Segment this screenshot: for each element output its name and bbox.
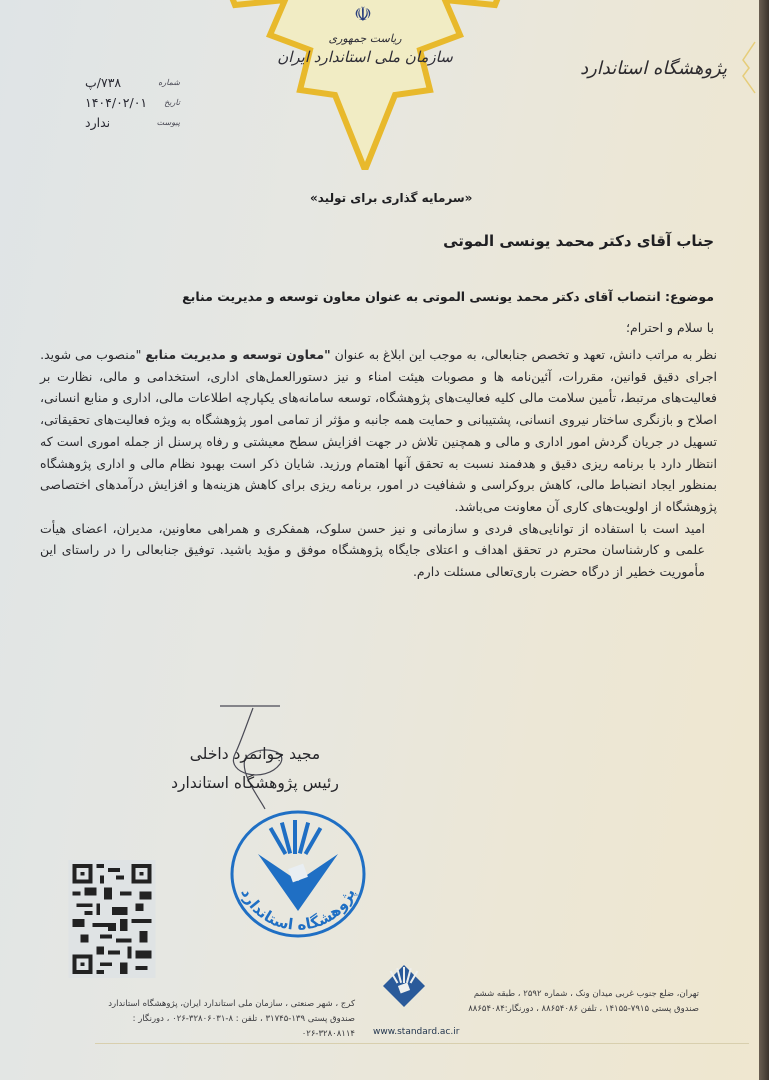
institute-stamp-icon (218, 806, 378, 941)
organization-name: سازمان ملی استاندارد ایران (277, 48, 453, 66)
signatory-title: رئیس پژوهشگاه استاندارد (171, 774, 339, 792)
letter-number: ۷۳۸/پ (85, 74, 122, 90)
date-label: تاریخ (164, 97, 180, 107)
signatory-name: مجید جوانمرد داخلی (189, 745, 321, 763)
institute-logo-icon (379, 960, 429, 1010)
subject-line: موضوع: انتصاب آقای دکتر محمد یونسی الموتی به عنوان معاون توسعه و مدیریت منابع (182, 289, 714, 304)
position-title: "معاون توسعه و مدیریت منابع (145, 347, 331, 362)
karaj-address: کرج ، شهر صنعتی ، سازمان ملی استاندارد ایران، پژوهشگاه استاندارد صندوق پستی ۱۳۹-۳۱۷۴۵ ، تلفن : ۸-۳۲۸۰۶۰۳۱-۰۲۶ ، دورنگار : ۳۲۸۰۸۱۱۴-۰۲۶ (108, 999, 355, 1039)
qr-code-icon[interactable] (68, 860, 156, 978)
letter-footer (95, 985, 729, 1045)
letter-date: ۱۴۰۴/۰۲/۰۱ (85, 94, 148, 110)
iran-emblem-icon: ☫ (354, 2, 372, 26)
addressee: جناب آقای دکتر محمد یونسی الموتی (443, 232, 714, 250)
svg-text:پژوهشگاه استاندارد: پژوهشگاه استاندارد (237, 885, 359, 934)
institute-name: پژوهشگاه استاندارد (580, 58, 727, 79)
signature-block (150, 740, 360, 798)
attachment-label: پیوست (156, 117, 180, 127)
tehran-address: تهران، ضلع جنوب غربی میدان ونک ، شماره ۲۵۹۲ ، طبقه ششم صندوق پستی ۷۹۱۵-۱۴۱۵۵ ، تلفن ۸۸۶۵۴۰۸۶ ، دورنگار:۸۸۶۵۴۰۸۴ (468, 989, 699, 1014)
letterhead-emblem (215, 0, 515, 170)
footer-divider (95, 1043, 749, 1044)
number-label: شماره (158, 77, 180, 87)
body-paragraph-3: امید است با استفاده از توانایی‌های فردی و سازمانی و نیز حسن سلوک، همفکری و همراهی معاونین، مدیران، اعضای هیأت علمی و کارشناسان محترم در تحقق اهداف و اعتلای جایگاه پژوهشگاه موفق و مؤید باشید. توفیق جنابعالی را در راستای این مأموریت خطیر از درگاه حضرت باری‌تعالی مسئلت دارم. (40, 520, 705, 580)
greeting: با سلام و احترام؛ (626, 320, 714, 335)
attachment-value: ندارد (85, 114, 111, 130)
body-paragraph-1: نظر به مراتب دانش، تعهد و تخصص جنابعالی، به موجب این ابلاغ به عنوان "معاون توسعه و مدیریت منابع "منصوب می شوید. (40, 347, 717, 362)
corner-ornament-icon (739, 40, 757, 95)
letter-body (40, 344, 717, 583)
slogan: «سرمایه گذاری برای تولید» (310, 191, 473, 205)
presidency-label: ریاست جمهوری (328, 32, 402, 45)
website-link[interactable]: www.standard.ac.ir (373, 1027, 460, 1037)
letter-meta (85, 72, 180, 132)
body-paragraph-2: اجرای دقیق قوانین، مقررات، آئین‌نامه ها و مصوبات هیئت امناء و نیز دستورالعمل‌های اداری، استخدامی و مالی، نظارت بر فعالیت‌های مرتبط، تأمین سلامت مالی کلیه فعالیت‌های پژوهشگاه، توسعه سامانه‌های یکپارچه اطلاعات مالی، اداری و منابع انسانی، اصلاح و بازنگری ساختار نیروی انسانی، پشتیبانی و حمایت همه جانبه و مؤثر از تمامی امور پژوهشگاه به ویژه فعالیت‌های تحقیقاتی، تسهیل در جریان گردش امور اداری و مالی و همچنین تلاش در جهت افزایش سطح معیشتی و رفاه پرسنل از جمله اموری است که انتظار دارد با برنامه ریزی دقیق و هدفمند نسبت به تحقق آنها اهتمام ورزید. شایان ذکر است بهبود نظام مالی و اداری پژوهشگاه بمنظور ایجاد انضباط مالی، کاهش بروکراسی و شفافیت در امور، برنامه ریزی برای کاهش هزینه‌ها و افزایش درآمدهای اختصاصی پژوهشگاه از اولویت‌های کاری آن معاونت می‌باشد. (40, 368, 717, 514)
page-edge-shadow (759, 0, 769, 1080)
